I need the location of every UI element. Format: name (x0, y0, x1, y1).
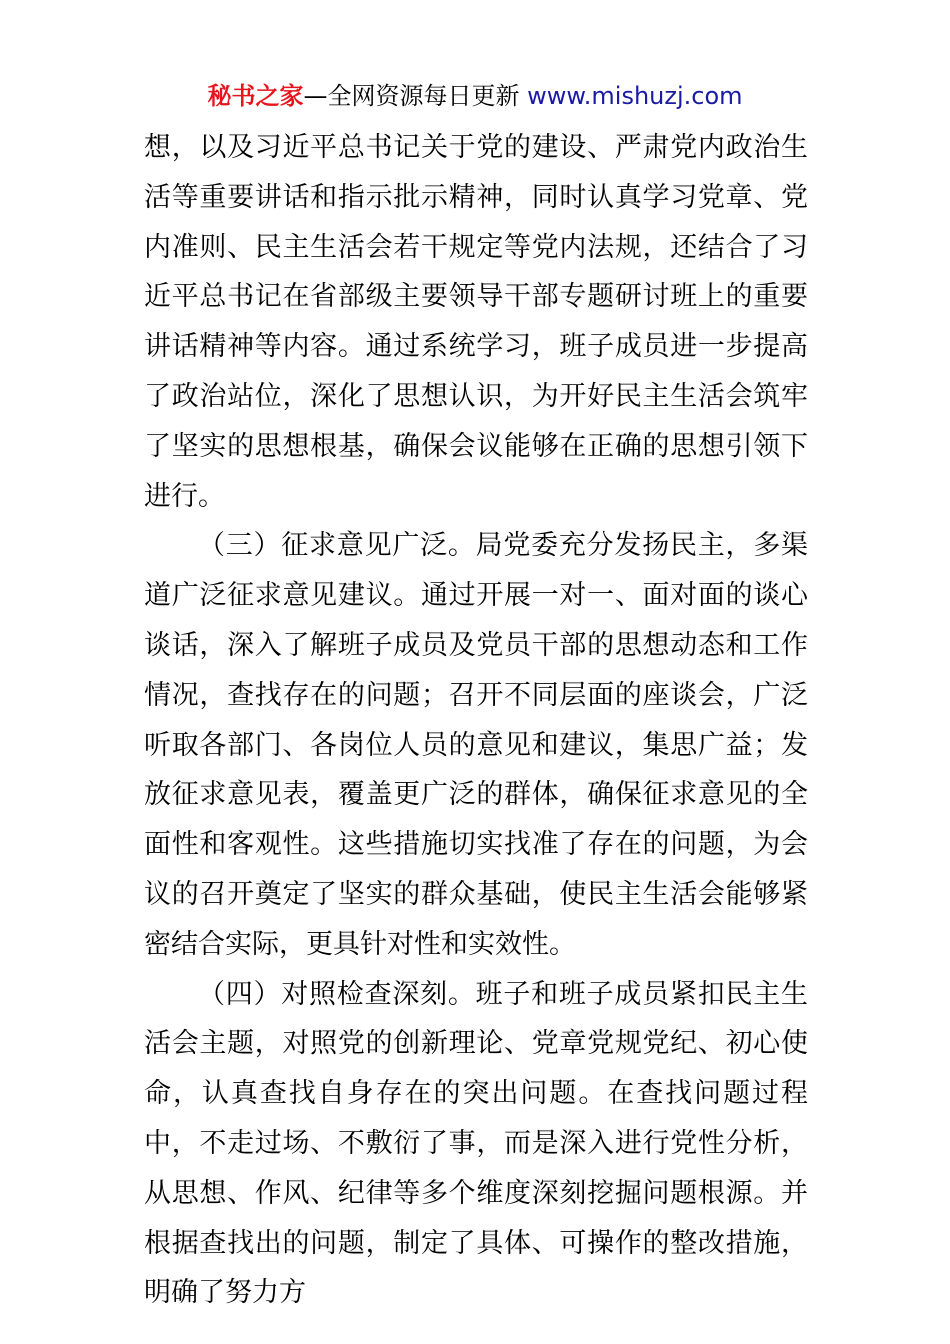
site-tagline: —全网资源每日更新 (303, 82, 528, 110)
site-brand: 秘书之家 (207, 82, 304, 110)
paragraph-continued: 想，以及习近平总书记关于党的建设、严肃党内政治生活等重要讲话和指示批示精神，同时认真学习党章、党内准则、民主生活会若干规定等党内法规，还结合了习近平总书记在省部级主要领导干部专题研讨班上的重要讲话精神等内容。通过系统学习，班子成员进一步提高了政治站位，深化了思想认识，为开好民主生活会筑牢了坚实的思想根基，确保会议能够在正确的思想引领下进行。 (144, 132, 808, 512)
site-url-link[interactable]: www.mishuzj.com (527, 82, 743, 110)
document-body (144, 123, 808, 1318)
site-header (0, 80, 950, 112)
paragraph-section-3: （三）征求意见广泛。局党委充分发扬民主，多渠道广泛征求意见建议。通过开展一对一、面对面的谈心谈话，深入了解班子成员及党员干部的思想动态和工作情况，查找存在的问题；召开不同层面的座谈会，广泛听取各部门、各岗位人员的意见和建议，集思广益；发放征求意见表，覆盖更广泛的群体，确保征求意见的全面性和客观性。这些措施切实找准了存在的问题，为会议的召开奠定了坚实的群众基础，使民主生活会能够紧密结合实际，更具针对性和实效性。 (144, 530, 808, 960)
paragraph-section-4: （四）对照检查深刻。班子和班子成员紧扣民主生活会主题，对照党的创新理论、党章党规党纪、初心使命，认真查找自身存在的突出问题。在查找问题过程中，不走过场、不敷衍了事，而是深入进行党性分析，从思想、作风、纪律等多个维度深刻挖掘问题根源。并根据查找出的问题，制定了具体、可操作的整改措施，明确了努力方 (144, 978, 808, 1309)
